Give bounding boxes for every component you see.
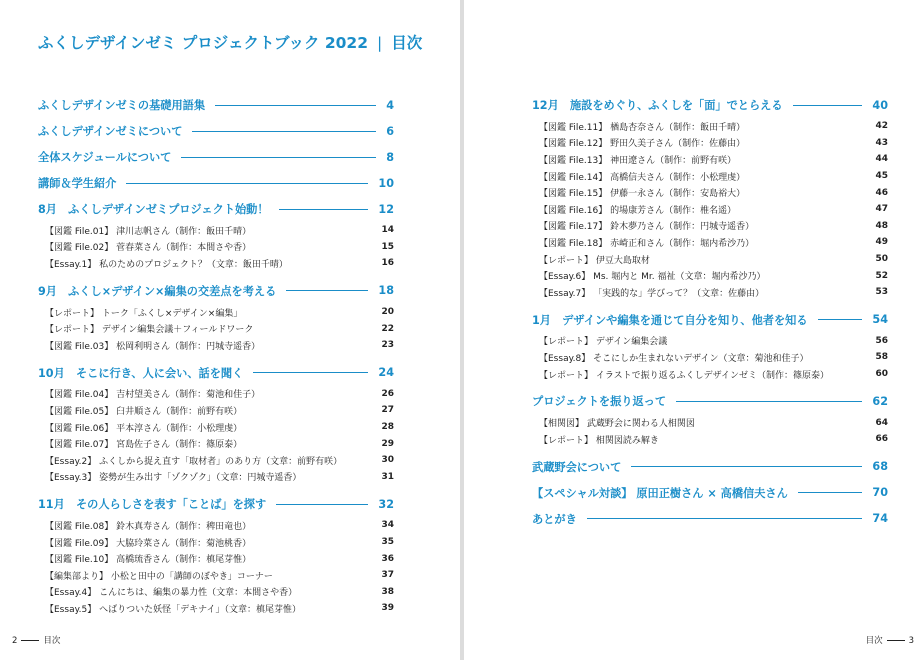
toc-section[interactable] — [532, 92, 888, 118]
toc-item-title: 【図鑑 File.15】 伊藤一永さん（制作：安島裕大） — [539, 189, 746, 200]
toc-item[interactable] — [38, 337, 394, 354]
toc-item-page: 36 — [381, 553, 394, 564]
toc-item-title: 【レポート】 相関図読み解き — [539, 435, 659, 446]
toc-item-page: 28 — [381, 422, 394, 433]
toc-item[interactable] — [38, 567, 394, 584]
toc-item-page: 50 — [875, 254, 888, 265]
toc-item[interactable] — [38, 239, 394, 256]
toc-item-title: 【図鑑 File.14】 高橋信夫さん（制作：小松理虔） — [539, 172, 746, 183]
toc-section-title: ふくしデザインゼミの基礎用語集 — [38, 99, 206, 112]
toc-item-page: 53 — [875, 287, 888, 298]
toc-section-title: プロジェクトを振り返って — [532, 395, 667, 409]
toc-item[interactable] — [532, 118, 888, 135]
toc-section-page: 62 — [872, 394, 888, 408]
toc-item-page: 30 — [381, 455, 394, 466]
leader-line — [631, 466, 862, 467]
toc-section-page: 68 — [872, 460, 888, 473]
leader-line — [587, 518, 863, 519]
toc-section-page: 18 — [378, 284, 394, 298]
toc-section[interactable] — [532, 506, 888, 532]
toc-item-page: 20 — [381, 307, 394, 318]
toc-section-title: 【スペシャル対談】 原田正樹さん × 高橋信夫さん — [532, 486, 788, 500]
toc-section-page: 32 — [378, 497, 394, 511]
toc-item[interactable] — [38, 600, 394, 617]
toc-item-title: 【図鑑 File.10】 高橋琉香さん（制作：槙尾芽惟） — [45, 555, 252, 566]
toc-item-title: 【レポート】 イラストで振り返るふくしデザインゼミ（制作：篠原泰） — [539, 370, 829, 381]
toc-item-title: 【Essay.8】 そこにしか生まれないデザイン（文章：菊池和佳子） — [539, 353, 809, 364]
toc-item-page: 35 — [381, 537, 394, 548]
toc-section[interactable] — [38, 170, 394, 196]
toc-item-page: 16 — [381, 258, 394, 269]
toc-item-title: 【図鑑 File.16】 的場康芳さん（制作：椎名遥） — [539, 205, 737, 216]
toc-item-page: 15 — [381, 241, 394, 252]
toc-item-title: 【図鑑 File.18】 赤崎正和さん（制作：堀内希沙乃） — [539, 238, 755, 249]
toc-item-page: 45 — [875, 171, 888, 182]
leader-line — [192, 131, 376, 132]
toc-section[interactable] — [38, 144, 394, 170]
toc-item[interactable] — [532, 151, 888, 168]
toc-section[interactable] — [38, 360, 394, 386]
toc-section[interactable] — [532, 307, 888, 333]
toc-item-page: 23 — [381, 340, 394, 351]
toc-item-page: 52 — [875, 270, 888, 281]
toc-section-page: 40 — [872, 98, 888, 112]
toc-item-title: 【図鑑 File.09】 大脇玲菜さん（制作：菊池桃香） — [45, 538, 252, 549]
toc-item-page: 49 — [875, 237, 888, 248]
toc-item-page: 37 — [381, 570, 394, 581]
footer-rule — [887, 640, 905, 641]
toc-item-title: 【図鑑 File.05】 臼井順さん（制作：前野有咲） — [45, 406, 243, 417]
left-page — [0, 0, 460, 660]
toc-item[interactable] — [38, 534, 394, 551]
toc-item-title: 【相関図】 武蔵野会に関わる人相関図 — [539, 419, 695, 430]
toc-item-page: 60 — [875, 369, 888, 380]
toc-item[interactable] — [532, 333, 888, 350]
toc-item-title: 【図鑑 File.12】 野田久美子さん（制作：佐藤由） — [539, 139, 746, 150]
toc-item-title: 【Essay.7】 「実践的な」学びって？（文章：佐藤由） — [539, 288, 765, 299]
toc-section-title: 9月 ふくし×デザイン×編集の交差点を考える — [38, 284, 277, 298]
toc-section-page: 8 — [386, 150, 394, 164]
toc-item-title: 【Essay.2】 ふくしから捉え直す「取材者」のあり方（文章：前野有咲） — [45, 456, 343, 467]
toc-item[interactable] — [38, 469, 394, 486]
toc-section-title: ふくしデザインゼミについて — [38, 125, 183, 138]
toc-item[interactable] — [38, 386, 394, 403]
toc-item-title: 【レポート】 デザイン編集会議 — [539, 337, 668, 348]
toc-item-page: 47 — [875, 204, 888, 215]
toc-item-page: 58 — [875, 352, 888, 363]
toc-section-title: 武蔵野会について — [532, 460, 622, 474]
toc-item-page: 42 — [875, 121, 888, 132]
toc-item-title: 【図鑑 File.07】 宮島佐子さん（制作：篠原泰） — [45, 440, 243, 451]
toc-right — [532, 92, 888, 532]
toc-item-page: 39 — [381, 603, 394, 614]
toc-section[interactable] — [38, 278, 394, 304]
leader-line — [286, 290, 368, 291]
toc-item-page: 48 — [875, 220, 888, 231]
footer-label: 目次 — [865, 636, 883, 646]
toc-item[interactable] — [38, 435, 394, 452]
toc-item-title: 【図鑑 File.01】 津川志帆さん（制作：飯田千晴） — [45, 226, 252, 237]
toc-section-title: 10月 そこに行き、人に会い、話を聞く — [38, 366, 244, 380]
toc-section-page: 10 — [378, 176, 394, 190]
toc-item[interactable] — [38, 402, 394, 419]
toc-item[interactable] — [38, 320, 394, 337]
toc-item-title: 【レポート】 伊豆大島取材 — [539, 255, 650, 266]
toc-item[interactable] — [38, 584, 394, 601]
toc-item-title: 【編集部より】 小松と田中の「講師のぼやき」コーナー — [45, 571, 273, 582]
toc-item-title: 【レポート】 デザイン編集会議＋フィールドワーク — [45, 325, 254, 336]
footer-rule — [21, 640, 39, 641]
footer-label: 目次 — [43, 636, 61, 646]
toc-item-title: 【図鑑 File.03】 松岡利明さん（制作：円城寺遥香） — [45, 341, 261, 352]
toc-item[interactable] — [532, 251, 888, 268]
toc-item-title: 【Essay.6】 Ms. 堀内と Mr. 福祉（文章：堀内希沙乃） — [539, 272, 766, 283]
leader-line — [126, 183, 368, 184]
leader-line — [215, 105, 376, 106]
toc-section-page: 12 — [378, 202, 394, 216]
toc-item-page: 27 — [381, 405, 394, 416]
toc-item-title: 【Essay.4】 こんにちは、編集の暴力性（文章：本間さや香） — [45, 588, 298, 599]
toc-item-page: 66 — [875, 434, 888, 445]
toc-section-page: 70 — [872, 486, 888, 499]
toc-section-title: 11月 その人らしさを表す「ことば」を探す — [38, 498, 267, 512]
toc-item-title: 【Essay.5】 へばりついた妖怪「デキナイ」（文章：槙尾芽惟） — [45, 604, 301, 615]
toc-item-page: 26 — [381, 388, 394, 399]
toc-item-title: 【Essay.3】 姿勢が生み出す「ゾクゾク」（文章：円城寺遥香） — [45, 473, 302, 484]
toc-item[interactable] — [38, 222, 394, 239]
toc-item[interactable] — [532, 366, 888, 383]
toc-item-page: 56 — [875, 335, 888, 346]
toc-section-title: あとがき — [532, 512, 577, 526]
toc-section[interactable] — [38, 491, 394, 517]
toc-section[interactable] — [532, 388, 888, 414]
title-suffix: 目次 — [391, 34, 423, 52]
toc-item[interactable] — [38, 255, 394, 272]
toc-section[interactable] — [532, 480, 888, 506]
toc-item[interactable] — [38, 419, 394, 436]
toc-item-title: 【レポート】 トーク「ふくし×デザイン×編集」 — [45, 308, 243, 319]
toc-section-page: 74 — [872, 512, 888, 525]
title-text: ふくしデザインゼミ プロジェクトブック 2022 — [38, 34, 368, 52]
toc-section-page: 24 — [378, 366, 394, 380]
toc-item-title: 【図鑑 File.17】 鈴木夢乃さん（制作：円城寺遥香） — [539, 222, 755, 233]
toc-item[interactable] — [532, 201, 888, 218]
toc-item-page: 38 — [381, 586, 394, 597]
toc-item-title: 【図鑑 File.06】 平本淳さん（制作：小松理虔） — [45, 423, 243, 434]
toc-item[interactable] — [532, 168, 888, 185]
toc-item-page: 44 — [875, 154, 888, 165]
leader-line — [276, 504, 368, 505]
toc-item-page: 34 — [381, 520, 394, 531]
toc-item[interactable] — [532, 184, 888, 201]
toc-item-title: 【Essay.1】 私のためのプロジェクト？（文章：飯田千晴） — [45, 259, 288, 270]
toc-item-title: 【図鑑 File.04】 吉村望美さん（制作：菊池和佳子） — [45, 390, 261, 401]
leader-line — [181, 157, 376, 158]
toc-item[interactable] — [532, 431, 888, 448]
toc-item[interactable] — [38, 517, 394, 534]
toc-left — [38, 92, 394, 617]
page-footer-right — [866, 634, 914, 646]
toc-item-page: 43 — [875, 137, 888, 148]
toc-section-page: 4 — [386, 98, 394, 112]
toc-section-title: 8月 ふくしデザインゼミプロジェクト始動！ — [38, 203, 269, 216]
toc-item[interactable] — [532, 267, 888, 284]
toc-item[interactable] — [532, 349, 888, 366]
toc-item[interactable] — [532, 414, 888, 431]
toc-section[interactable] — [38, 196, 394, 222]
toc-section-page: 6 — [386, 124, 394, 138]
toc-section[interactable] — [38, 118, 394, 144]
toc-section[interactable] — [532, 454, 888, 480]
toc-item[interactable] — [38, 304, 394, 321]
toc-section[interactable] — [38, 92, 394, 118]
footer-page-number: 2 — [12, 636, 18, 646]
leader-line — [279, 209, 369, 210]
leader-line — [793, 105, 863, 106]
toc-item[interactable] — [38, 550, 394, 567]
leader-line — [818, 319, 863, 320]
toc-section-page: 54 — [872, 313, 888, 327]
toc-section-title: 講師＆学生紹介 — [38, 177, 117, 190]
toc-section-title: 1月 デザインや編集を通じて自分を知り、他者を知る — [532, 313, 808, 327]
toc-item-page: 31 — [381, 471, 394, 482]
title-separator: | — [377, 34, 383, 52]
leader-line — [798, 492, 863, 493]
toc-item-title: 【図鑑 File.11】 楢島杏奈さん（制作：飯田千晴） — [539, 122, 746, 133]
toc-item[interactable] — [532, 284, 888, 301]
toc-item-page: 29 — [381, 438, 394, 449]
toc-item-page: 22 — [381, 323, 394, 334]
toc-item-page: 46 — [875, 187, 888, 198]
footer-page-number: 3 — [908, 636, 914, 646]
leader-line — [676, 401, 862, 402]
toc-item-page: 14 — [381, 225, 394, 236]
toc-item[interactable] — [532, 218, 888, 235]
toc-item[interactable] — [532, 135, 888, 152]
toc-item[interactable] — [38, 452, 394, 469]
book-title — [38, 31, 422, 53]
toc-item[interactable] — [532, 234, 888, 251]
toc-item-title: 【図鑑 File.08】 鈴木真寿さん（制作：稗田竜也） — [45, 521, 252, 532]
right-page — [464, 0, 924, 660]
toc-item-page: 64 — [875, 417, 888, 428]
toc-item-title: 【図鑑 File.13】 神田遼さん（制作：前野有咲） — [539, 155, 737, 166]
toc-section-title: 全体スケジュールについて — [38, 151, 172, 164]
toc-item-title: 【図鑑 File.02】 菅春菜さん（制作：本間さや香） — [45, 243, 252, 254]
page-footer-left — [12, 634, 60, 646]
leader-line — [253, 372, 368, 373]
toc-section-title: 12月 施設をめぐり、ふくしを「面」でとらえる — [532, 99, 783, 112]
